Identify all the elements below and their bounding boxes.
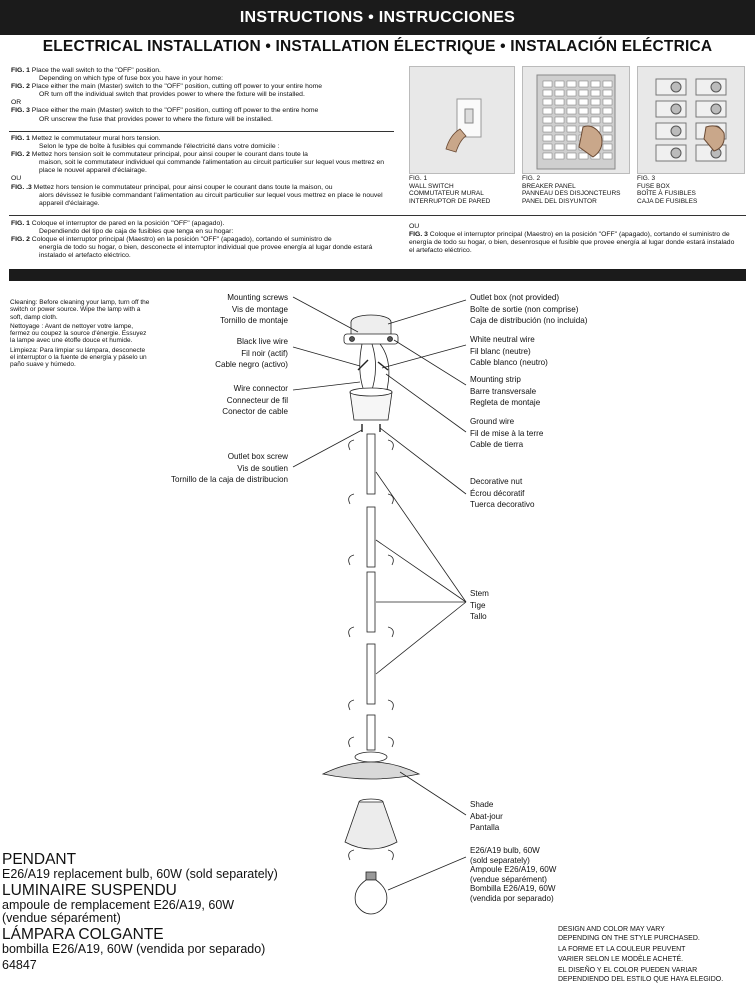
label-black-live-wire: Black live wire Fil noir (actif) Cable negro (activo) xyxy=(215,337,288,370)
page-header: INSTRUCTIONS • INSTRUCCIONES xyxy=(0,0,755,35)
label-stem: Stem Tige Tallo xyxy=(470,589,489,622)
product-desc-en: E26/A19 replacement bulb, 60W (sold separately) xyxy=(2,867,278,881)
cleaning-note: Cleaning: Before cleaning your lamp, turn off the switch or power source. Wipe the lamp with a soft, damp cloth. Nettoyage : Avant de nettoyer votre lampe, fermez ou coupez la source d'énergie. Essuyez la lampe avec une étoffe douce et humide. Limpieza: Para limpiar su lámpara, desconecte el interruptor o la fuente de energía y páselo un paño suave y húmedo. xyxy=(10,299,150,369)
instructions-spanish: FIG. 1 Coloque el interruptor de pared en la posición "OFF" (apagado). Dependiendo del tipo de caja de fusibles que tenga en su hogar: FIG. 2 Coloque el interruptor principal (Maestro) en la posición "OFF" (apagado), cortando el suministro de energía de todo su hogar, o bien, desconecte el interruptor individual que provee energía al lugar donde estará instalado el artefacto eléctrico. xyxy=(11,220,373,260)
label-wire-connector: Wire connector Connecteur de fil Conector de cable xyxy=(222,384,288,417)
fig1-wall-switch-image xyxy=(409,66,515,174)
model-number: 64847 xyxy=(2,958,37,972)
instructions-french: FIG. 1 Mettez le commutateur mural hors tension. Selon le type de boîte à fusibles qui commande l'électricité dans votre domicile : FIG. 2 Mettez hors tension soit le commutateur principal, pour ainsi couper le courant dans toute la maison, soit le commutateur individuel qui commande l'alimentation au circuit particulier sur lequel vous mettrez en place le nouvel appareil d'éclairage. OU FIG. .3 Mettez hors tension le commutateur principal, pour ainsi couper le courant dans toute la maison, ou alors dévissez le fusible commandant l'alimentation au circuit particulier sur lequel vous mettrez en place le nouvel appareil d'éclairage. xyxy=(11,135,385,207)
fig2-caption: FIG. 2 BREAKER PANEL PANNEAU DES DISJONCTEURS PANEL DEL DISYUNTOR xyxy=(522,175,621,205)
label-ground-wire: Ground wire Fil de mise à la terre Cable de tierra xyxy=(470,417,544,450)
instructions-english: FIG. 1 Place the wall switch to the "OFF" position. Depending on which type of fuse box you have in your home: FIG. 2 Place either the main (Master) switch to the "OFF" position, cutting off power to your entire home OR turn off the individual switch that provides power to where the fixture will be installed. OR FIG. 3 Place either the main (Master) switch to the "OFF" position, cutting off power to the entire home OR unscrew the fuse that provides power to where the fixture will be installed. xyxy=(11,67,323,123)
label-mounting-screws: Mounting screws Vis de montage Tornillo de montaje xyxy=(220,293,288,326)
label-outlet-box-screw: Outlet box screw Vis de soutien Tornillo de la caja de distribucion xyxy=(171,452,288,485)
design-note: DESIGN AND COLOR MAY VARY DEPENDING ON THE STYLE PURCHASED. LA FORME ET LA COULEUR PEUVENT VARIER SELON LE MODÈLE ACHETÉ. EL DISEÑO Y EL COLOR PUEDEN VARIAR DEPENDIENDO DEL ESTILO QUE HAYA ELEGIDO. xyxy=(558,926,724,984)
product-desc-fr-2: (vendue séparément) xyxy=(2,911,121,925)
product-title-es: LÁMPARA COLGANTE xyxy=(2,926,164,943)
product-desc-es: bombilla E26/A19, 60W (vendida por separado) xyxy=(2,942,266,956)
label-shade: Shade Abat-jour Pantalla xyxy=(470,800,503,833)
divider xyxy=(9,215,746,216)
fig1-caption: FIG. 1 WALL SWITCH COMMUTATEUR MURAL INTERRUPTOR DE PARED xyxy=(409,175,491,205)
label-decorative-nut: Decorative nut Écrou décoratif Tuerca decorativo xyxy=(470,477,535,510)
product-title-fr: LUMINAIRE SUSPENDU xyxy=(2,882,177,899)
section-bar xyxy=(9,269,746,281)
fig3-fuse-box-image xyxy=(637,66,745,174)
divider xyxy=(9,131,394,132)
product-title-en: PENDANT xyxy=(2,851,77,868)
fig2-breaker-panel-image xyxy=(522,66,630,174)
product-description xyxy=(2,852,342,972)
label-bulb: E26/A19 bulb, 60W (sold separately) Ampoule E26/A19, 60W (vendue séparément) Bombilla E26/A19, 60W (vendida por separado) xyxy=(470,846,557,903)
section-title: ELECTRICAL INSTALLATION • INSTALLATION ÉLECTRIQUE • INSTALACIÓN ELÉCTRICA xyxy=(42,38,713,55)
label-outlet-box: Outlet box (not provided) Boîte de sortie (non comprise) Caja de distribución (no incluida) xyxy=(470,293,588,326)
label-mounting-strip: Mounting strip Barre transversale Regleta de montaje xyxy=(470,375,541,408)
fig3-caption: FIG. 3 FUSE BOX BOÎTE À FUSIBLES CAJA DE FUSIBLES xyxy=(637,175,698,205)
instructions-spanish-fig3: OU FIG. 3 Coloque el interruptor principal (Maestro) en la posición "OFF" (apagado), cortando el suministro de energía de todo su hogar, o bien, desenrosque el fusible que provee energía al lugar donde estará instalado el artefacto eléctrico. xyxy=(409,223,735,255)
label-white-neutral-wire: White neutral wire Fil blanc (neutre) Cable blanco (neutro) xyxy=(470,335,548,368)
product-desc-fr: ampoule de remplacement E26/A19, 60W xyxy=(2,898,235,912)
